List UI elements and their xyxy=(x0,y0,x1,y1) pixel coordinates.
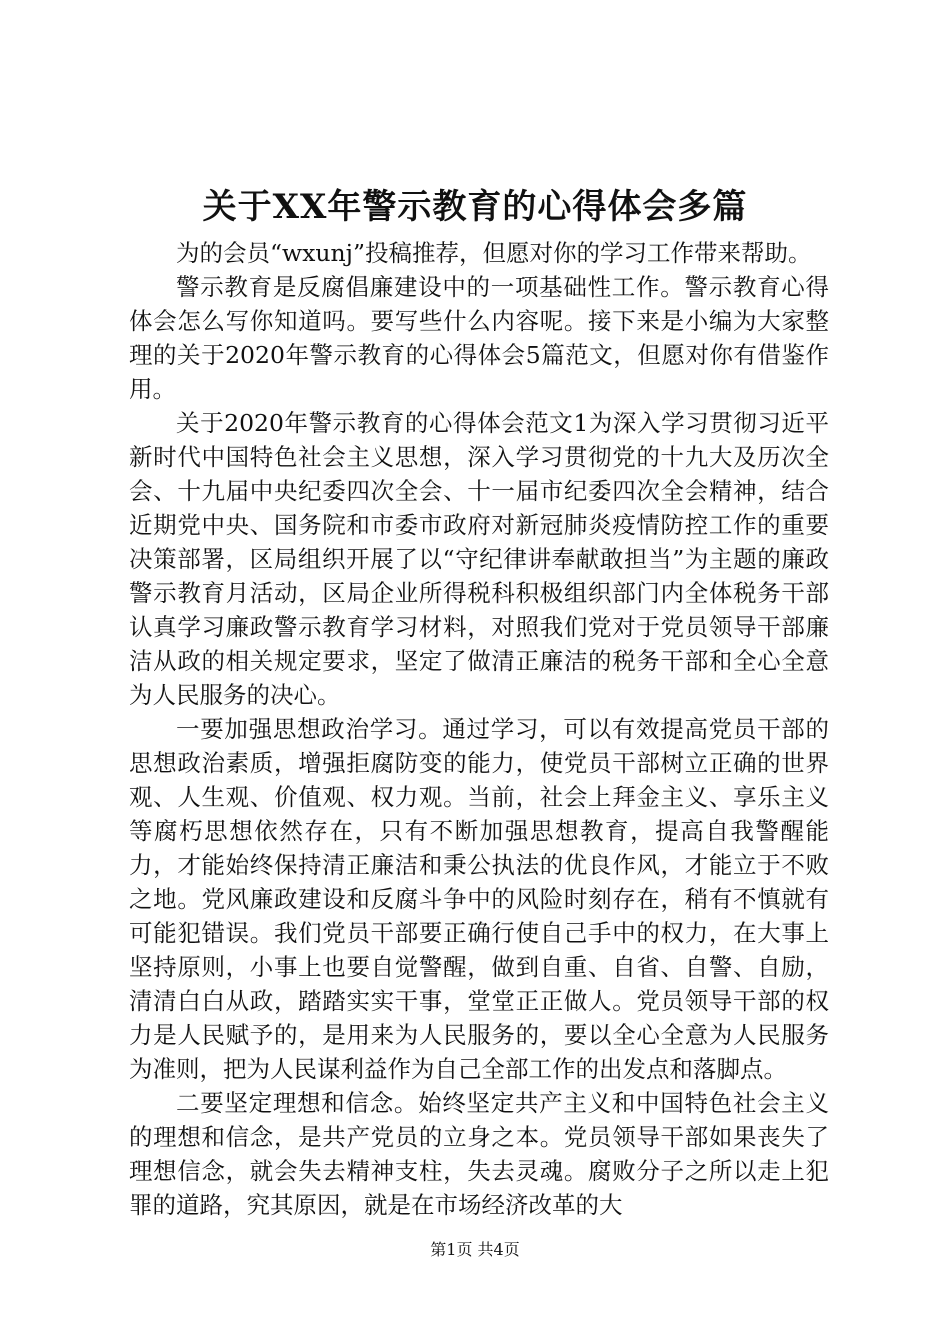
paragraph-essay-1: 关于2020年警示教育的心得体会范文1为深入学习贯彻习近平新时代中国特色社会主义思想，深入学习贯彻党的十九大及历次全会、十九届中央纪委四次全会、十一届市纪委四次全会精神，结合近期党中央、国务院和市委市政府对新冠肺炎疫情防控工作的重要决策部署，区局组织开展了以“守纪律讲奉献敢担当”为主题的廉政警示教育月活动，区局企业所得税科积极组织部门内全体税务干部认真学习廉政警示教育学习材料，对照我们党对于党员领导干部廉洁从政的相关规定要求，坚定了做清正廉洁的税务干部和全心全意为人民服务的决心。 xyxy=(129,409,829,709)
paragraph-point-1: 一要加强思想政治学习。通过学习，可以有效提高党员干部的思想政治素质，增强拒腐防变的能力，使党员干部树立正确的世界观、人生观、价值观、权力观。当前，社会上拜金主义、享乐主义等腐朽思想依然存在，只有不断加强思想教育，提高自我警醒能力，才能始终保持清正廉洁和秉公执法的优良作风，才能立于不败之地。党风廉政建设和反腐斗争中的风险时刻存在，稍有不慎就有可能犯错误。我们党员干部要正确行使自己手中的权力，在大事上坚持原则，小事上也要自觉警醒，做到自重、自省、自警、自励，清清白白从政，踏踏实实干事，堂堂正正做人。党员领导干部的权力是人民赋予的，是用来为人民服务的，要以全心全意为人民服务为准则，把为人民谋利益作为自己全部工作的出发点和落脚点。 xyxy=(129,715,829,1083)
paragraph-point-2: 二要坚定理想和信念。始终坚定共产主义和中国特色社会主义的理想和信念，是共产党员的立身之本。党员领导干部如果丧失了理想信念，就会失去精神支柱，失去灵魂。腐败分子之所以走上犯罪的道路，究其原因，就是在市场经济改革的大 xyxy=(129,1089,829,1219)
document-title: 关于XX年警示教育的心得体会多篇 xyxy=(202,187,748,227)
paragraph-overview: 警示教育是反腐倡廉建设中的一项基础性工作。警示教育心得体会怎么写你知道吗。要写些什么内容呢。接下来是小编为大家整理的关于2020年警示教育的心得体会5篇范文，但愿对你有借鉴作用。 xyxy=(129,273,829,403)
paragraph-intro: 为的会员“wxunj”投稿推荐，但愿对你的学习工作带来帮助。 xyxy=(176,239,812,267)
document-body xyxy=(129,236,829,1222)
page-number-footer: 第1页 共4页 xyxy=(430,1240,520,1259)
